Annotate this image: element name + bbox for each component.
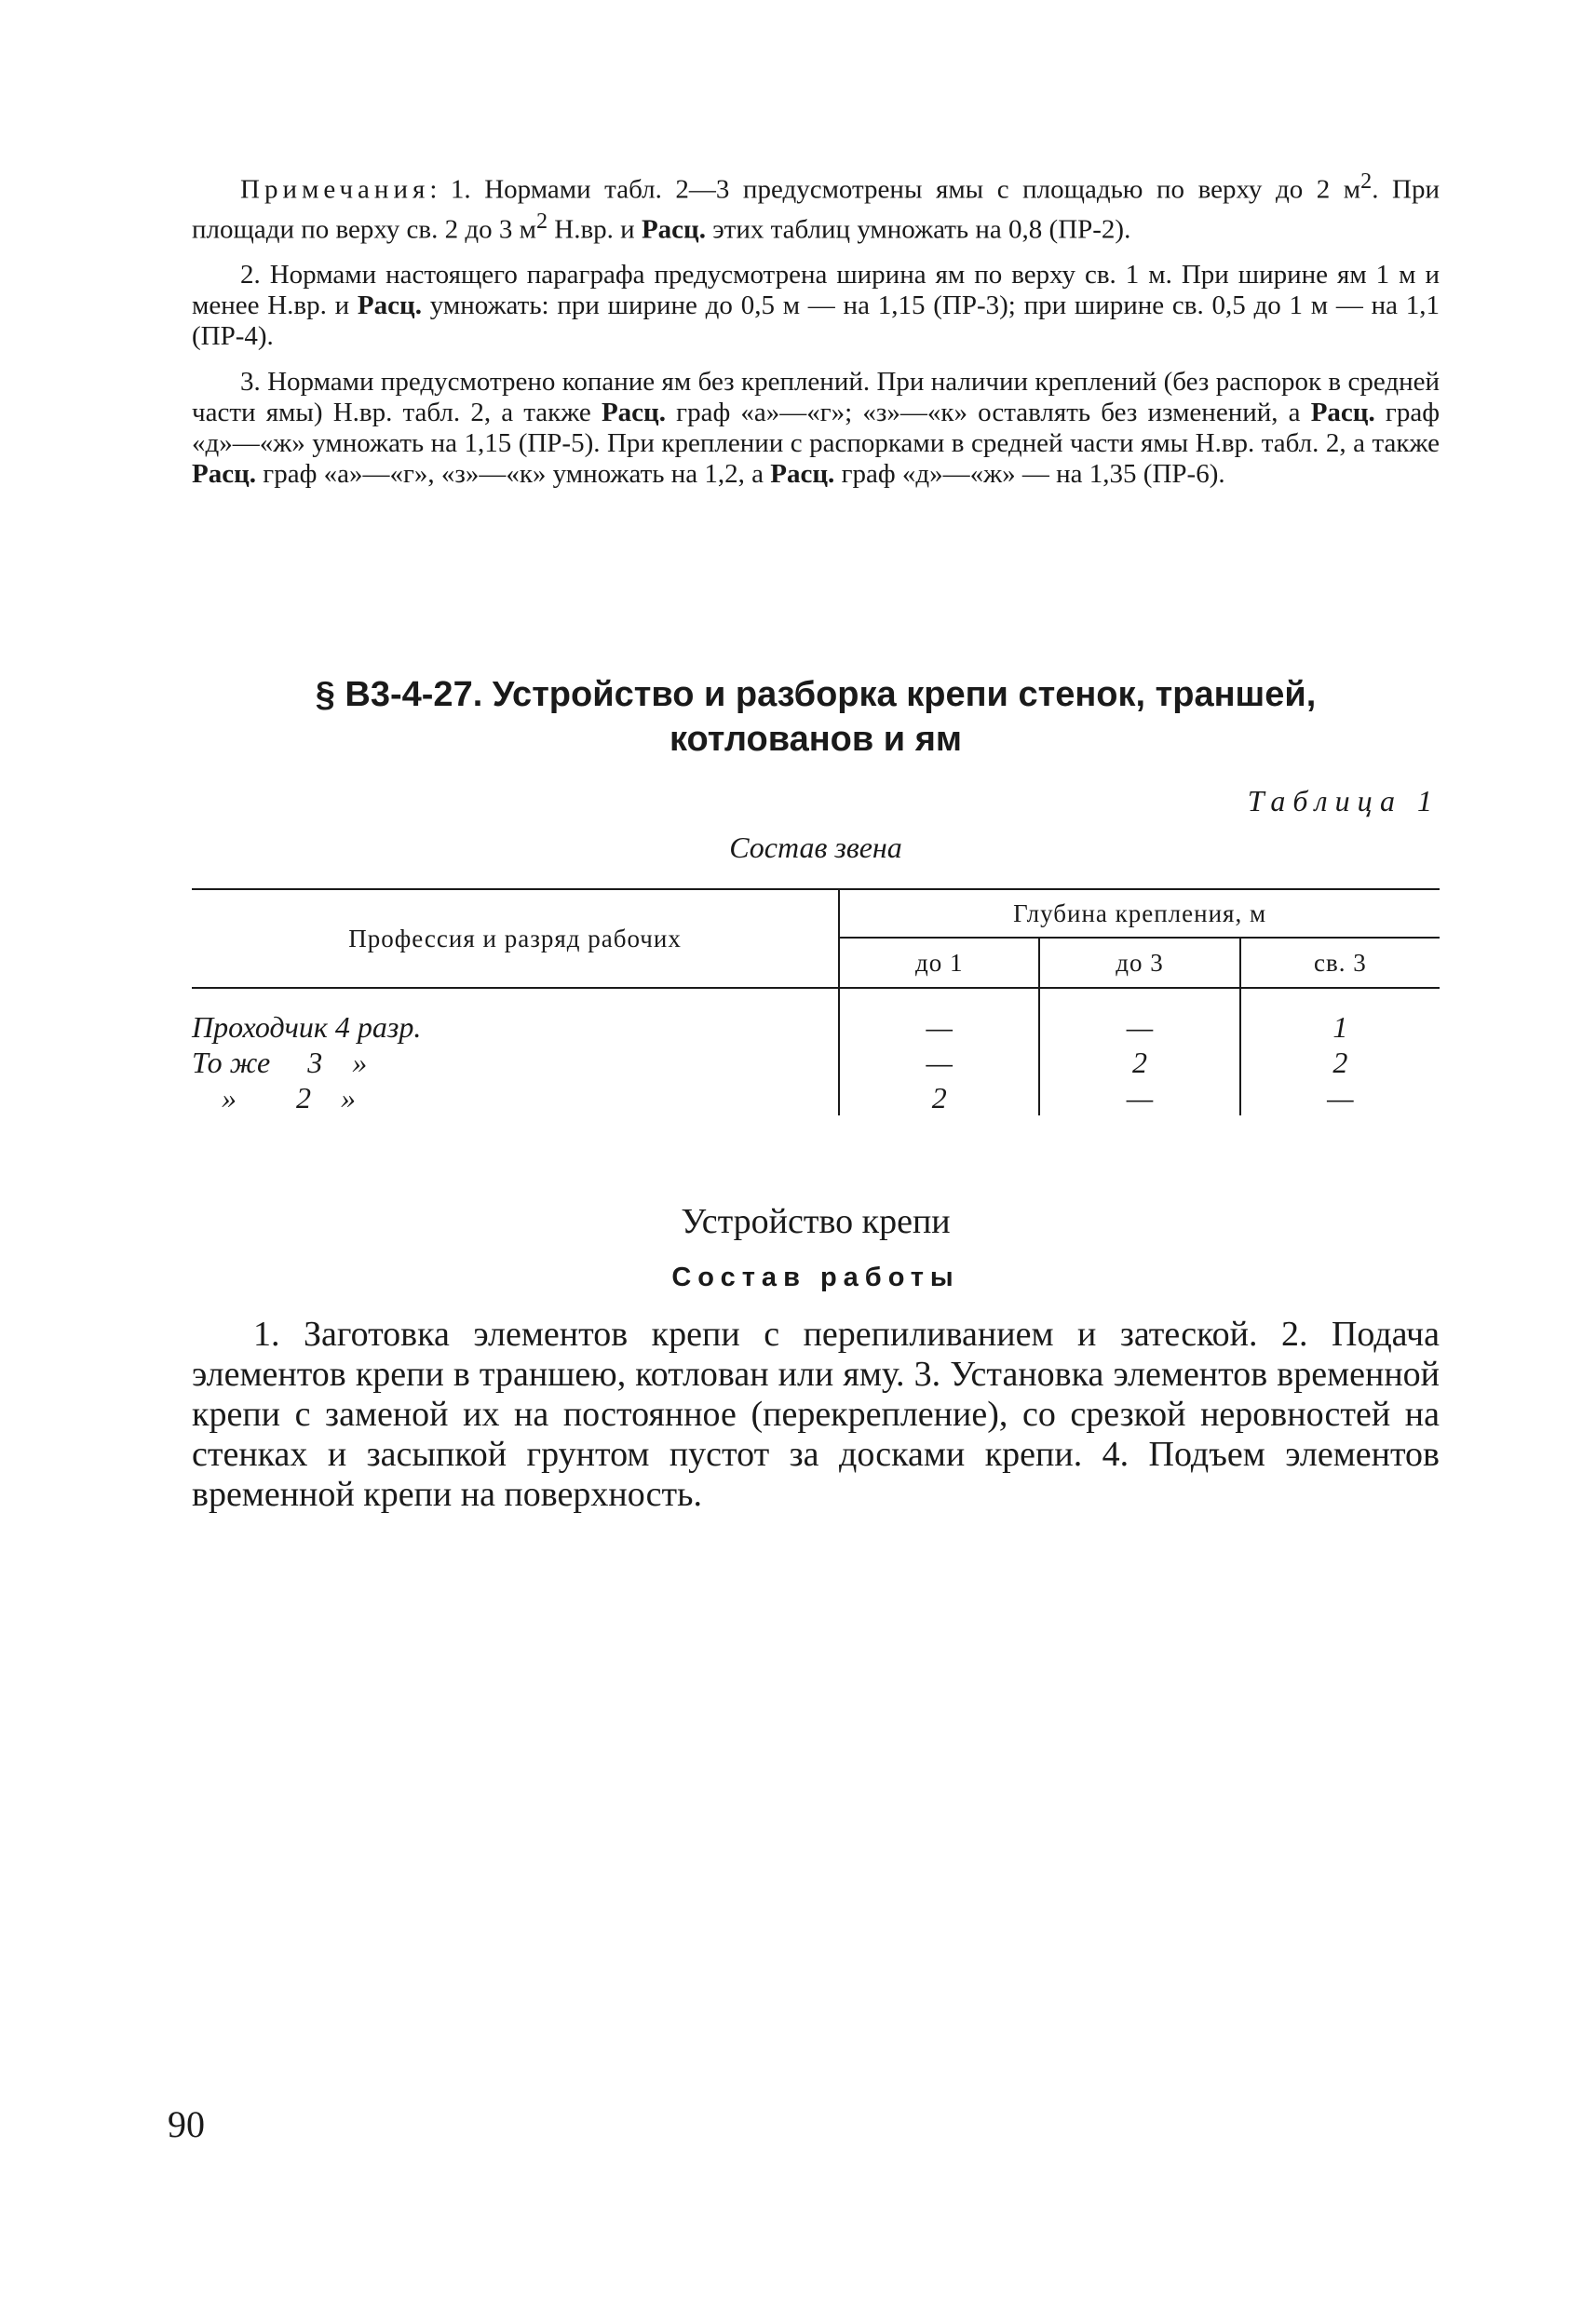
row-cell: — bbox=[839, 1045, 1039, 1080]
note-3-bold-4: Расц. bbox=[770, 459, 835, 490]
note-3-text-e: граф «д»—«ж» — на 1,35 (ПР-6). bbox=[834, 459, 1225, 490]
note-1 bbox=[192, 166, 1440, 245]
table-row bbox=[192, 1045, 1440, 1080]
table-caption: Состав звена bbox=[729, 831, 902, 864]
note-2 bbox=[192, 260, 1440, 352]
row-cell: — bbox=[1039, 1080, 1239, 1115]
row-cell: 1 bbox=[1240, 988, 1440, 1045]
note-3 bbox=[192, 367, 1440, 490]
work-subheading: Состав работы bbox=[671, 1263, 960, 1292]
note-2-text-b: умножать: при ширине до 0,5 м — на 1,15 (ПР-3); при ширине св. 0,5 до 1 м — на 1,1 (ПР-4). bbox=[192, 290, 1440, 352]
row-cell: 2 bbox=[1039, 1045, 1239, 1080]
row-profession: » 2 » bbox=[192, 1080, 356, 1114]
header-depth-2: до 3 bbox=[1039, 938, 1239, 988]
note-1-sup-a: 2 bbox=[1360, 169, 1373, 194]
work-text-paragraph: 1. Заготовка элементов крепи с перепиливанием и затеской. 2. Подача элементов крепи в траншею, котлован или яму. 3. Установка элементов временной крепи с заменой их на постоянное (перекрепление), со срезкой неровностей на стенках и засыпкой грунтом пустот за досками крепи. 4. Подъем элементов временной крепи на поверхность. bbox=[192, 1315, 1440, 1514]
row-profession: Проходчик 4 разр. bbox=[192, 1009, 422, 1044]
row-cell: 2 bbox=[839, 1080, 1039, 1115]
header-depth-1: до 1 bbox=[839, 938, 1039, 988]
note-3-text-c: граф «д»—«ж» умножать на 1,15 (ПР-5). При креплении с распорками в средней части ямы Н.вр. табл. 2, а также bbox=[192, 398, 1440, 459]
row-cell: — bbox=[1039, 988, 1239, 1045]
row-profession: То же 3 » bbox=[192, 1045, 368, 1079]
note-3-bold-3: Расц. bbox=[192, 459, 257, 490]
section-title-line-1: § В3-4-27. Устройство и разборка крепи стенок, траншей, bbox=[315, 675, 1317, 714]
note-3-text-d: граф «а»—«г», «з»—«к» умножать на 1,2, а bbox=[256, 459, 771, 490]
note-3-bold-1: Расц. bbox=[601, 398, 667, 428]
row-cell: 2 bbox=[1240, 1045, 1440, 1080]
note-3-text-b: граф «а»—«г»; «з»—«к» оставлять без изменений, а bbox=[666, 398, 1311, 428]
table-row bbox=[192, 988, 1440, 1045]
table-label: Таблица 1 bbox=[1247, 784, 1440, 817]
table-row bbox=[192, 1080, 1440, 1115]
work-heading: Устройство крепи bbox=[681, 1202, 951, 1241]
note-3-text-a: 3. Нормами предусмотрено копание ям без креплений. При наличии креплений (без распорок в средней части ямы) Н.вр. табл. 2, а также bbox=[192, 367, 1440, 428]
notes-label: Примечания bbox=[240, 174, 430, 205]
note-1-text-d: этих таблиц умножать на 0,8 (ПР-2). bbox=[705, 214, 1131, 245]
header-profession: Профессия и разряд рабочих bbox=[192, 889, 839, 988]
section-title bbox=[192, 672, 1440, 762]
note-3-bold-2: Расц. bbox=[1310, 398, 1375, 428]
notes-block bbox=[192, 166, 1440, 505]
note-2-bold: Расц. bbox=[357, 290, 422, 321]
crew-table bbox=[192, 888, 1440, 1115]
note-1-sup-b: 2 bbox=[535, 208, 548, 234]
page-number: 90 bbox=[168, 2103, 205, 2145]
note-2-text-a: 2. Нормами настоящего параграфа предусмотрена ширина ям по верху св. 1 м. При ширине ям 1 м и менее Н.вр. и bbox=[192, 260, 1440, 321]
note-1-text-a: : 1. Нормами табл. 2—3 предусмотрены ямы с площадью по верху до 2 м bbox=[429, 174, 1361, 205]
note-1-text-c: Н.вр. и bbox=[548, 214, 642, 245]
row-cell: — bbox=[839, 988, 1039, 1045]
row-cell: — bbox=[1240, 1080, 1440, 1115]
header-depth-group: Глубина крепления, м bbox=[839, 889, 1440, 938]
section-title-line-2: котлованов и ям bbox=[669, 720, 963, 759]
header-depth-3: св. 3 bbox=[1240, 938, 1440, 988]
work-text bbox=[192, 1315, 1440, 1515]
note-1-bold: Расц. bbox=[641, 214, 706, 245]
note-1-text-b: . При площади по верху св. 2 до 3 м bbox=[192, 174, 1440, 245]
